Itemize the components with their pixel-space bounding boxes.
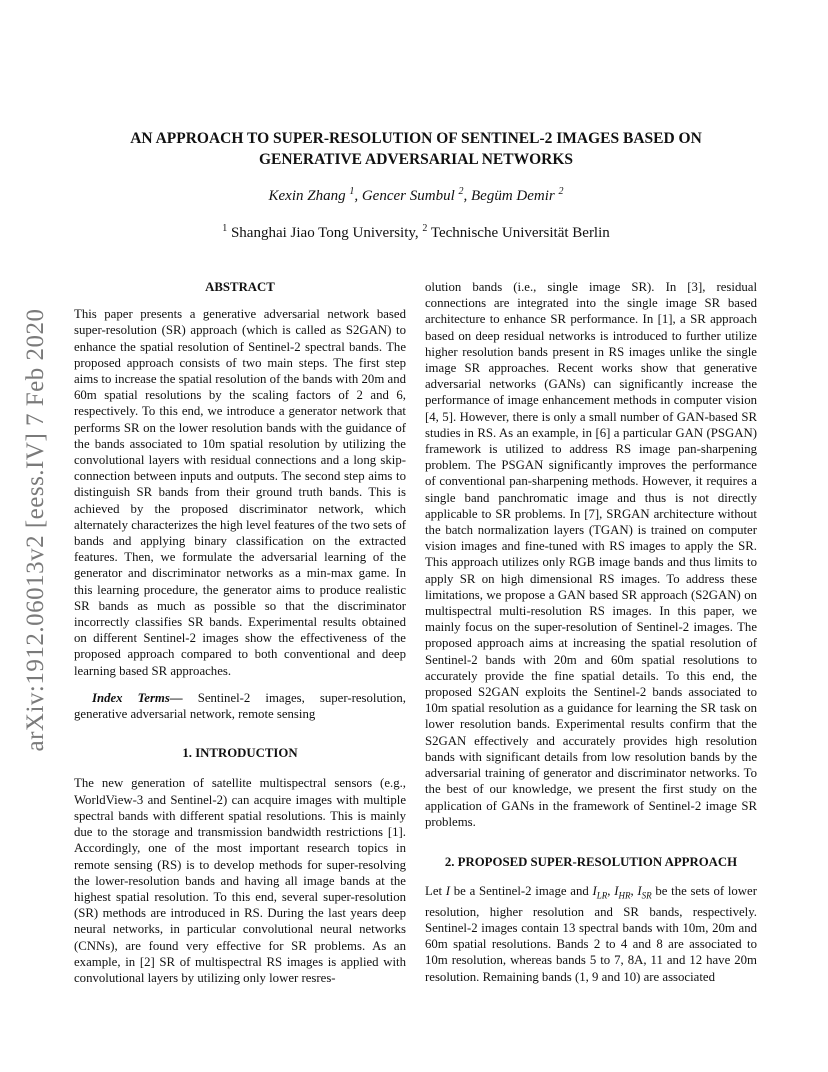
- introduction-heading: 1. INTRODUCTION: [182, 746, 298, 761]
- paper-title: [80, 128, 752, 170]
- author-separator: ,: [463, 188, 471, 204]
- left-column: [74, 279, 406, 986]
- math-symbol: I: [445, 884, 451, 899]
- affiliation-list: [80, 225, 752, 242]
- introduction-text-right: olution bands (i.e., single image SR). In [3], residual connections are integrated into the single image SR based architecture to enhance SR performance. In [1], a SR approach based on deep residual networks is introduced to further utilize higher resolution bands present in RS images unlike the single image SR approaches. Recent works show that generative adversarial networks (GANs) can significantly increase the performance of image enhancement methods in computer vision [4, 5]. However, there is only a small number of GAN-based SR studies in RS. As an example, in [6] a particular GAN (PSGAN) framework is utilized to address RS image pan-sharpening problem. The PSGAN significantly improves the performance of conventional pan-sharpening methods. However, it requires a single band panchromatic image and thus is not directly applicable to SR problems. In [7], SRGAN architecture without the batch normalization layers (TGAN) is trained on computer vision images and fine-tuned with RS images to apply the SR. This approach utilizes only RGB image bands and thus limits to apply SR on high dimensional RS images. To address these limitations, we propose a GAN based SR approach (S2GAN) on multispectral multi-resolution RS images. In this paper, we mainly focus on the super-resolution of Sentinel-2 images. The proposed approach aims at increasing the spatial resolution of Sentinel-2 bands with 20m and 60m spatial resolutions to accurately provide the fine spatial details. To this end, the proposed S2GAN exploits the Sentinel-2 bands associated to 10m spatial resolution as a guidance for learning the SR task on lower resolution bands. Experimental results confirm that the S2GAN effectively and accurately provides high resolution bands with significant details from low resolution bands by the adversarial training of generator and discriminator networks. To the best of our knowledge, we present the first study on the application of GANs in the framework of Sentinel-2 image SR problems.: [425, 280, 757, 829]
- author-affiliation-mark: 1: [349, 186, 355, 197]
- affiliation-mark: 2: [422, 223, 428, 234]
- author-name: Gencer Sumbul: [361, 188, 455, 204]
- author-name: Begüm Demir: [471, 188, 555, 204]
- section-2-heading: 2. PROPOSED SUPER-RESOLUTION APPROACH: [444, 854, 738, 869]
- author-affiliation-mark: 2: [458, 186, 464, 197]
- affiliation-mark: 1: [222, 223, 228, 234]
- arxiv-identifier: arXiv:1912.06013v2 [eess.IV] 7 Feb 2020: [22, 308, 49, 752]
- introduction-text-left: The new generation of satellite multispectral sensors (e.g., WorldView-3 and Sentinel-2) can acquire images with multiple spectral bands with different spatial resolutions. This is mainly due to the storage and transmission bandwidth restrictions [1]. Accordingly, one of the most important research topics in remote sensing (RS) is to develop methods for super-resolving the lower-resolution bands and having all image bands at the highest spatial resolution. To this end, several super-resolution (SR) methods are introduced in RS. During the last years deep neural networks, in particular convolutional neural networks (CNNs), are found very effective for SR problems. As an example, in [2] SR of multispectral RS images is applied with convolutional layers by utilizing only lower resres-: [74, 776, 406, 985]
- title-line-2: GENERATIVE ADVERSARIAL NETWORKS: [258, 151, 574, 168]
- abstract-text: This paper presents a generative adversarial network based super-resolution (SR) approach (which is called as S2GAN) to enhance the spatial resolution of Sentinel-2 spectral bands. The proposed approach consists of two main steps. The first step aims to increase the spatial resolution of the bands with 20m and 60m spatial resolutions by the scaling factors of 2 and 6, respectively. To this end, we introduce a generator network that performs SR on the lower resolution bands with the guidance of the bands associated to 10m spatial resolution by utilizing the convolutional layers with residual connections and a long skip-connection between inputs and outputs. The second step aims to distinguish SR bands from their ground truth bands. This is achieved by the proposed discriminator network, which alternately characterizes the high level features of the two sets of bands and applying binary classification on the extracted features. Then, we formulate the adversarial learning of the generator and discriminator networks as a min-max game. In this learning procedure, the generator aims to produce realistic SR bands as much as possible so that the discriminator incorrectly classifies SR bands. Experimental results obtained on different Sentinel-2 images show the effectiveness of the proposed approach compared to both conventional and deep learning based SR approaches.: [74, 307, 406, 678]
- right-column: [425, 279, 757, 985]
- math-symbol: I: [637, 884, 642, 899]
- math-symbol: I: [592, 884, 597, 899]
- affiliation-separator: ,: [414, 225, 423, 241]
- title-line-1: AN APPROACH TO SUPER-RESOLUTION OF SENTINEL-2 IMAGES BASED ON: [130, 130, 702, 147]
- author-separator: ,: [354, 188, 362, 204]
- author-affiliation-mark: 2: [558, 186, 564, 197]
- index-terms-label: Index Terms—: [92, 690, 183, 705]
- abstract-heading: ABSTRACT: [205, 280, 275, 294]
- index-terms: [74, 690, 406, 722]
- section-2-text: Let I be a Sentinel-2 image and $I_{LR}$, $I_{HR}$, $I_{SR}$ be the sets of lower resolution, higher resolution and SR bands, respectively. Sentinel-2 images contain 13 spectral bands with 10m, 20m and 60m spatial resolutions. Bands 2 to 4 and 8 are associated to 10m resolution, whereas bands 5 to 7, 8A, 11 and 12 have 20m resolution. Remaining bands (1, 9 and 10) are associated: [425, 884, 757, 984]
- affiliation-name: Shanghai Jiao Tong University: [230, 225, 415, 241]
- affiliation-name: Technische Universität Berlin: [430, 225, 610, 241]
- math-symbol: I: [614, 884, 619, 899]
- author-list: [80, 188, 752, 205]
- author-name: Kexin Zhang: [268, 188, 346, 204]
- index-terms-text: Sentinel-2 images, super-resolution, generative adversarial network, remote sensing: [74, 690, 406, 722]
